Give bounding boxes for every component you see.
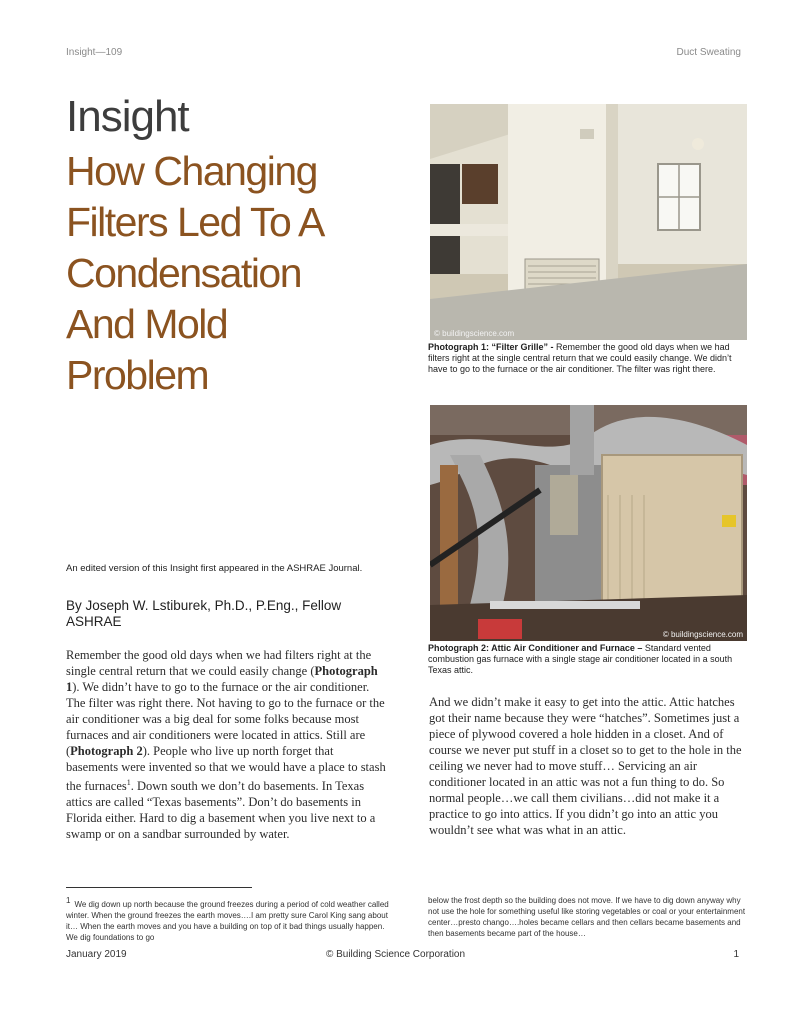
body-text: Remember the good old days when we had filters right at the single central return that we could easily change ( xyxy=(66,648,372,678)
title-line: Condensation xyxy=(66,250,302,296)
attic-illustration xyxy=(430,405,747,641)
page-number: 1 xyxy=(733,949,739,960)
photo-watermark: © buildingscience.com xyxy=(662,630,743,639)
caption-label: Photograph 2: Attic Air Conditioner and Furnace – xyxy=(428,643,643,653)
title-line: Filters Led To A xyxy=(66,199,324,245)
footnote-text: We dig down up north because the ground freezes during a period of cold weather called winter. When the ground freezes the earth moves….I am pretty sure Carol King sang about it… When the earth moves and you have a building on top of it bad things usually happen. We dig foundations to go xyxy=(66,900,389,942)
footer-date: January 2019 xyxy=(66,949,127,960)
caption-label: Photograph 1: “Filter Grille” - xyxy=(428,342,554,352)
title-line: And Mold xyxy=(66,301,228,347)
caption-text: Remember the good old days when we had filters right at the single central return that we could easily change. We didn’t have to go to the furnace or the air conditioner. The filter was right there. xyxy=(428,342,732,374)
photo-caption xyxy=(428,342,748,375)
body-column-left xyxy=(66,647,388,842)
title-line: How Changing xyxy=(66,148,317,194)
header-right: Duct Sweating xyxy=(676,47,741,58)
caption-text: Standard vented combustion gas furnace with a single stage air conditioner located in a south Texas attic. xyxy=(428,643,733,675)
article-title xyxy=(66,146,406,401)
footnote-marker: 1 xyxy=(126,778,131,787)
photo-reference: Photograph 2 xyxy=(70,744,143,758)
edited-note: An edited version of this Insight first appeared in the ASHRAE Journal. xyxy=(66,563,363,574)
photo-filter-grille xyxy=(430,104,747,340)
footnote-divider xyxy=(66,887,252,888)
footnote-right: below the frost depth so the building does not move. If we have to dig down anyway why not use the hole for something useful like storing vegetables or coal or your entertainment center…presto chango….holes became cellars and then cellars became basements and then basements became part of the house… xyxy=(428,896,746,938)
series-label: Insight xyxy=(66,92,189,141)
header-left: Insight—109 xyxy=(66,47,123,58)
photo-attic-equipment xyxy=(430,405,747,641)
footnote-number: 1 xyxy=(66,896,71,905)
room-illustration xyxy=(430,104,747,340)
body-text: . Down south we don’t do basements. In Texas attics are called “Texas basements”. Don’t do basements in Florida either. Hard to dig a basement when you live next to a swamp or on a sandbar surrounded by water. xyxy=(66,779,376,842)
body-column-right: And we didn’t make it easy to get into the attic. Attic hatches got their name because they were “hatches”. Sometimes just a piece of plywood covered a hole hidden in a closet. And of course we never put stuff in a closet so to get to the hole in the ceiling we never had to move stuff… Servicing an air conditioner located in an attic was not a fun thing to do. So normal people…we call them civilians…did not make it a practice to go into attics. If you didn’t go into an attic you wouldn’t see what was what in an attic. xyxy=(429,695,742,837)
body-text: ). We didn’t have to go to the furnace or the air conditioner. The filter was right there. Not having to go to the furnace or the air conditioner was a big deal for some folks because most furnaces and air conditioners were located in attics. Still are ( xyxy=(66,680,385,758)
title-line: Problem xyxy=(66,352,209,398)
footer-copyright: © Building Science Corporation xyxy=(325,949,466,960)
footnote-left xyxy=(66,895,396,943)
photo-reference: Photograph 1 xyxy=(66,664,378,694)
author-byline: By Joseph W. Lstiburek, Ph.D., P.Eng., Fellow ASHRAE xyxy=(66,598,342,629)
photo-watermark: © buildingscience.com xyxy=(434,329,515,338)
body-text: ). People who live up north forget that basements were invented so that we would have a place to stash the furnaces xyxy=(66,744,386,794)
photo-caption xyxy=(428,643,748,676)
